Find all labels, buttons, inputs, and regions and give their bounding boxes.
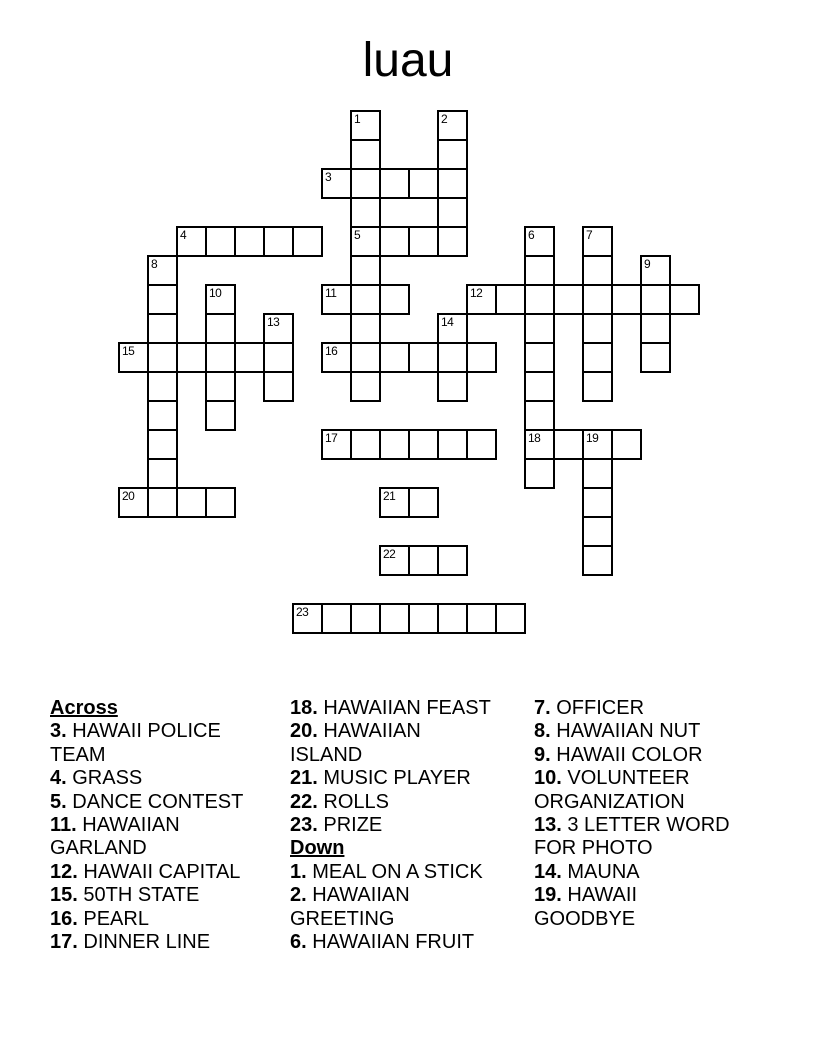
clue-3: 3. HAWAII POLICE TEAM — [50, 720, 221, 766]
clue-18: 18. HAWAIIAN FEAST — [290, 697, 491, 719]
grid-cell — [582, 284, 613, 315]
clue-number: 7. — [534, 697, 551, 719]
clue-number: 2. — [290, 884, 307, 907]
grid-cell — [524, 371, 555, 402]
cell-number: 12 — [470, 286, 483, 300]
clue-number: 3. — [50, 720, 67, 743]
grid-cell — [263, 313, 294, 344]
cell-number: 6 — [528, 228, 535, 242]
grid-cell — [466, 429, 497, 460]
grid-cell — [176, 487, 207, 518]
grid-cell — [524, 342, 555, 373]
grid-cell — [524, 400, 555, 431]
grid-cell — [437, 342, 468, 373]
grid-cell — [292, 603, 323, 634]
grid-cell — [350, 255, 381, 286]
clue-8: 8. HAWAIIAN NUT — [534, 720, 701, 743]
grid-cell — [437, 545, 468, 576]
grid-cell — [147, 429, 178, 460]
clue-23: 23. PRIZE — [290, 814, 383, 837]
cell-number: 14 — [441, 315, 454, 329]
cell-number: 15 — [122, 344, 135, 358]
grid-cell — [582, 487, 613, 518]
grid-cell — [466, 603, 497, 634]
clue-4: 4. GRASS — [50, 767, 143, 790]
clue-column-1 — [50, 697, 265, 954]
grid-cell — [553, 429, 584, 460]
cell-number: 18 — [528, 431, 541, 445]
clue-number: 19. — [534, 884, 562, 907]
clue-20: 20. HAWAIIAN ISLAND — [290, 720, 421, 766]
grid-cell — [437, 110, 468, 141]
grid-cell — [437, 139, 468, 170]
grid-cell — [524, 284, 555, 315]
grid-cell — [524, 255, 555, 286]
grid-cell — [147, 371, 178, 402]
grid-cell — [408, 429, 439, 460]
cell-number: 20 — [122, 489, 135, 503]
grid-cell — [263, 342, 294, 373]
grid-cell — [582, 516, 613, 547]
grid-cell — [321, 342, 352, 373]
grid-cell — [118, 487, 149, 518]
cell-number: 11 — [325, 286, 337, 300]
cell-number: 3 — [325, 170, 332, 184]
clue-9: 9. HAWAII COLOR — [534, 743, 703, 766]
grid-cell — [350, 342, 381, 373]
grid-cell — [582, 313, 613, 344]
clue-number: 21. — [290, 767, 318, 790]
grid-cell — [350, 284, 381, 315]
grid-cell — [408, 226, 439, 257]
grid-cell — [147, 458, 178, 489]
grid-cell — [408, 487, 439, 518]
cell-number: 10 — [209, 286, 222, 300]
grid-cell — [408, 342, 439, 373]
clue-number: 20. — [290, 720, 318, 743]
grid-cell — [582, 545, 613, 576]
cell-number: 22 — [383, 547, 396, 561]
grid-cell — [582, 255, 613, 286]
grid-cell — [640, 255, 671, 286]
clue-16: 16. PEARL — [50, 907, 149, 930]
clue-11: 11. HAWAIIAN GARLAND — [50, 814, 180, 860]
grid-cell — [495, 603, 526, 634]
grid-cell — [205, 400, 236, 431]
grid-cell — [147, 487, 178, 518]
clue-6: 6. HAWAIIAN FRUIT — [290, 931, 475, 954]
cell-number: 7 — [586, 228, 593, 242]
grid-cell — [350, 139, 381, 170]
grid-cell — [147, 284, 178, 315]
clue-15: 15. 50TH STATE — [50, 884, 200, 907]
grid-cell — [466, 284, 497, 315]
cell-number: 13 — [267, 315, 280, 329]
grid-cell — [147, 400, 178, 431]
grid-cell — [321, 603, 352, 634]
cell-number: 5 — [354, 228, 361, 242]
grid-cell — [582, 342, 613, 373]
grid-cell — [640, 342, 671, 373]
grid-cell — [205, 371, 236, 402]
grid-cell — [669, 284, 700, 315]
grid-cell — [234, 342, 265, 373]
grid-cell — [379, 429, 410, 460]
clue-column-3 — [534, 697, 741, 931]
clue-number: 6. — [290, 931, 307, 954]
grid-cell — [147, 313, 178, 344]
cell-number: 16 — [325, 344, 338, 358]
grid-cell — [292, 226, 323, 257]
grid-cell — [350, 226, 381, 257]
grid-cell — [437, 168, 468, 199]
cell-number: 23 — [296, 605, 309, 619]
clue-5: 5. DANCE CONTEST — [50, 790, 244, 813]
grid-cell — [408, 603, 439, 634]
grid-cell — [350, 110, 381, 141]
grid-cell — [176, 342, 207, 373]
clue-12: 12. HAWAII CAPITAL — [50, 860, 241, 883]
clue-number: 4. — [50, 767, 67, 790]
cell-number: 1 — [354, 112, 361, 126]
clue-number: 5. — [50, 790, 67, 813]
clue-7: 7. OFFICER — [534, 697, 645, 719]
grid-cell — [524, 458, 555, 489]
clue-17: 17. DINNER LINE — [50, 931, 211, 954]
grid-cell — [350, 371, 381, 402]
grid-cell — [437, 603, 468, 634]
grid-cell — [437, 371, 468, 402]
cell-number: 19 — [586, 431, 599, 445]
grid-cell — [379, 284, 410, 315]
grid-cell — [176, 226, 207, 257]
clue-column-2 — [290, 697, 496, 954]
grid-cell — [582, 458, 613, 489]
clue-number: 12. — [50, 860, 78, 883]
clue-number: 1. — [290, 860, 307, 883]
clue-22: 22. ROLLS — [290, 790, 389, 813]
grid-cell — [437, 226, 468, 257]
clue-21: 21. MUSIC PLAYER — [290, 767, 471, 790]
grid-cell — [408, 168, 439, 199]
cell-number: 21 — [383, 489, 396, 503]
clue-13: 13. 3 LETTER WORD FOR PHOTO — [534, 814, 730, 860]
grid-cell — [147, 342, 178, 373]
grid-cell — [321, 284, 352, 315]
page-title: luau — [362, 34, 454, 87]
grid-cell — [118, 342, 149, 373]
grid-cell — [263, 226, 294, 257]
grid-cell — [350, 313, 381, 344]
clue-number: 14. — [534, 860, 562, 883]
clue-number: 23. — [290, 814, 318, 837]
clue-number: 17. — [50, 931, 78, 954]
cell-number: 9 — [644, 257, 651, 271]
cell-number: 17 — [325, 431, 338, 445]
clue-number: 11. — [50, 814, 77, 837]
clue-10: 10. VOLUNTEER ORGANIZATION — [534, 767, 690, 813]
grid-cell — [640, 313, 671, 344]
clue-number: 16. — [50, 907, 78, 930]
grid-cell — [350, 197, 381, 228]
cell-number: 4 — [180, 228, 187, 242]
grid-cell — [379, 603, 410, 634]
grid-cell — [321, 168, 352, 199]
clue-1: 1. MEAL ON A STICK — [290, 860, 483, 883]
grid-cell — [205, 284, 236, 315]
cell-number: 8 — [151, 257, 158, 271]
grid-cell — [321, 429, 352, 460]
grid-cell — [524, 429, 555, 460]
grid-cell — [350, 429, 381, 460]
cell-number: 2 — [441, 112, 448, 126]
grid-cell — [437, 313, 468, 344]
grid-cell — [350, 168, 381, 199]
grid-cell — [234, 226, 265, 257]
grid-cell — [205, 487, 236, 518]
grid-cell — [379, 545, 410, 576]
grid-cell — [408, 545, 439, 576]
grid-cell — [205, 313, 236, 344]
grid-cell — [437, 429, 468, 460]
clue-heading-across: Across — [50, 697, 118, 719]
clue-number: 13. — [534, 814, 562, 837]
grid-cell — [495, 284, 526, 315]
grid-cell — [582, 371, 613, 402]
grid-cell — [205, 226, 236, 257]
grid-cell — [611, 429, 642, 460]
grid-cell — [466, 342, 497, 373]
grid-cell — [582, 429, 613, 460]
clue-number: 15. — [50, 884, 78, 907]
grid-cell — [205, 342, 236, 373]
grid-cell — [524, 313, 555, 344]
grid-cell — [379, 487, 410, 518]
clue-number: 9. — [534, 743, 551, 766]
clue-14: 14. MAUNA — [534, 860, 640, 883]
grid-cell — [553, 284, 584, 315]
clue-number: 18. — [290, 697, 318, 719]
grid-cell — [147, 255, 178, 286]
clue-19: 19. HAWAII GOODBYE — [534, 884, 637, 930]
grid-cell — [524, 226, 555, 257]
grid-cell — [379, 168, 410, 199]
grid-cell — [640, 284, 671, 315]
clue-number: 10. — [534, 767, 562, 790]
grid-cell — [611, 284, 642, 315]
grid-cell — [379, 226, 410, 257]
grid-cell — [350, 603, 381, 634]
grid-cell — [582, 226, 613, 257]
grid-cell — [263, 371, 294, 402]
grid-cell — [379, 342, 410, 373]
grid-cell — [437, 197, 468, 228]
clue-2: 2. HAWAIIAN GREETING — [290, 884, 410, 930]
clue-heading-down: Down — [290, 837, 345, 860]
clue-number: 22. — [290, 790, 318, 813]
clue-number: 8. — [534, 720, 551, 743]
